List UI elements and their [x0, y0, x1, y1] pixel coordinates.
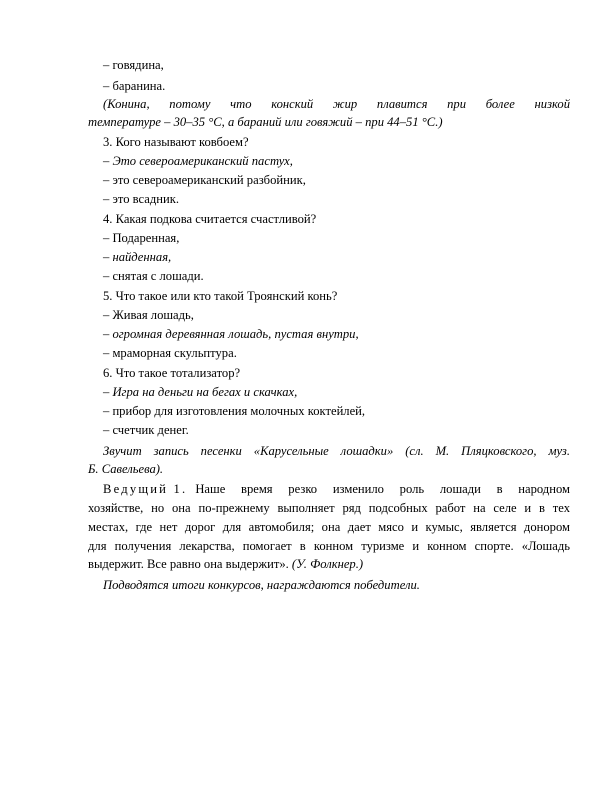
question-3-option-3: – это всадник. — [103, 192, 179, 206]
answer-line-beef: – говядина, — [103, 58, 164, 72]
question-6-option-correct: – Игра на деньги на бегах и скачках, — [103, 385, 298, 399]
option-dash: – — [103, 327, 113, 341]
question-3-option-2: – это североамериканский разбойник, — [103, 173, 306, 187]
question-5: 5. Что такое или кто такой Троянский конь? — [103, 289, 338, 303]
question-6-option-2: – прибор для изготовления молочных коктейлей, — [103, 404, 366, 418]
stage-direction-song-line-2: Б. Савельева). — [88, 462, 164, 476]
host-speech-line-4: для получения лекарства, помогает в конном туризме и конном спорте. «Лошадь — [88, 539, 570, 553]
host-speech-line-3: местах, где нет дорог для автомобиля; она дает мясо и кумыс, является донором — [88, 520, 570, 534]
question-6-option-3: – счетчик денег. — [103, 423, 189, 437]
quote-citation: (У. Фолкнер.) — [291, 557, 364, 571]
question-6: 6. Что такое тотализатор? — [103, 366, 241, 380]
question-4-option-3: – снятая с лошади. — [103, 269, 204, 283]
host-speech-line-1 — [103, 482, 570, 497]
stage-direction-final: Подводятся итоги конкурсов, награждаются победители. — [103, 578, 420, 592]
question-3: 3. Кого называют ковбоем? — [103, 135, 249, 149]
speaker-label: Ведущий 1. — [103, 482, 188, 496]
stage-direction-song-line-1: Звучит запись песенки «Карусельные лошадки» (сл. М. Пляцковского, муз. — [103, 444, 570, 458]
question-4: 4. Какая подкова считается счастливой? — [103, 212, 317, 226]
host-speech-line-5 — [88, 557, 363, 572]
question-5-option-correct — [103, 327, 359, 342]
question-4-option-correct: – найденная, — [103, 250, 172, 264]
host-speech-line-2: хозяйстве, но она по-прежнему выполняет ряд подсобных работ на селе и в тех — [88, 501, 570, 515]
question-5-option-1: – Живая лошадь, — [103, 308, 194, 322]
question-5-option-3: – мраморная скульптура. — [103, 346, 237, 360]
question-3-option-correct: – Это североамериканский пастух, — [103, 154, 293, 168]
option-text: огромная деревянная лошадь, пустая внутри, — [112, 327, 359, 341]
answer-explanation-line-1: (Конина, потому что конский жир плавится при более низкой — [103, 97, 570, 111]
host-speech-text: Наше время резко изменило роль лошади в народном — [195, 482, 570, 496]
quote-text: выдержит. Все равно она выдержит». — [88, 557, 292, 571]
question-4-option-1: – Подаренная, — [103, 231, 180, 245]
answer-line-lamb: – баранина. — [103, 79, 166, 93]
answer-explanation-line-2: температуре – 30–35 °С, а бараний или говяжий – при 44–51 °С.) — [88, 115, 443, 129]
